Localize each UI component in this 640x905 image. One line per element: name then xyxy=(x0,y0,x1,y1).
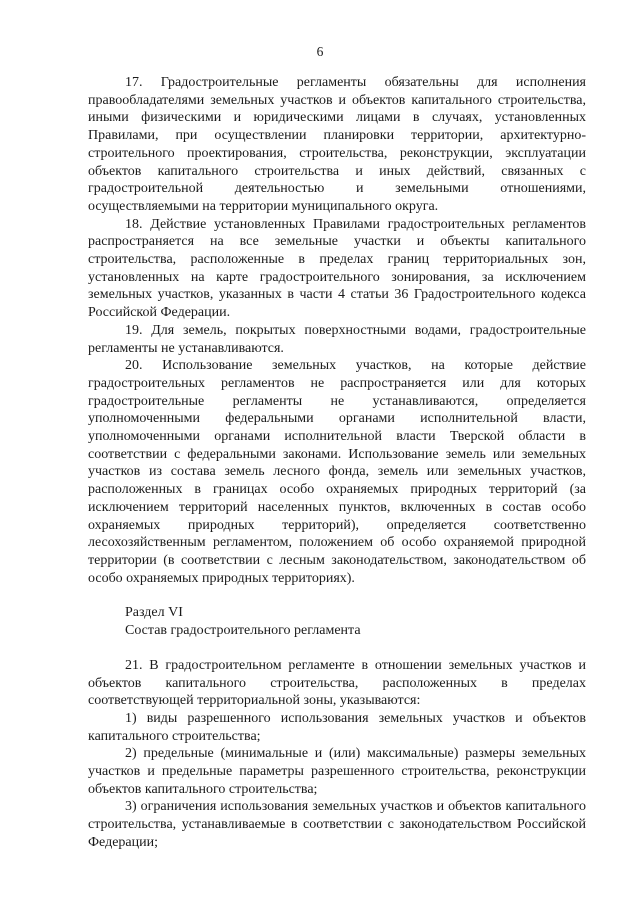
list-item-1: 1) виды разрешенного использования земельных участков и объектов капитального строительства; xyxy=(88,710,586,744)
paragraph-17: 17. Градостроительные регламенты обязательны для исполнения правообладателями земельных участков и объектов капитального строительства, иными физическими и юридическими лицами в случаях, установленных Правилами, при осуществлении планировки территории, архитектурно-строительного проектирования, строительства, реконструкции, эксплуатации объектов капитального строительства и иных действий, связанных с градостроительной деятельностью и земельными отношениями, осуществляемыми на территории муниципального округа. xyxy=(88,75,586,214)
paragraph-18: 18. Действие установленных Правилами градостроительных регламентов распространяется на все земельные участки и объекты капитального строительства, расположенные в пределах границ территориальных зон, установленных на карте градостроительного зонирования, за исключением земельных участков, указанных в части 4 статьи 36 Градостроительного кодекса Российской Федерации. xyxy=(88,216,586,321)
paragraph-20: 20. Использование земельных участков, на которые действие градостроительных регламентов не распространяется или для которых градостроительные регламенты не устанавливаются, определяется уполномоченными федеральными органами исполнительной власти, уполномоченными органами исполнительной власти Тверской области в соответствии с федеральными законами. Использование земель или земельных участков из состава земель лесного фонда, земель или земельных участков, расположенных в границах особо охраняемых природных территорий (за исключением территорий населенных пунктов, включенных в состав особо охраняемых природных территорий), определяется соответственно лесохозяйственным регламентом, положением об особо охраняемой природной территории (в соответствии с лесным законодательством, законодательством об особо охраняемых природных территориях). xyxy=(88,358,586,586)
list-item-2: 2) предельные (минимальные и (или) максимальные) размеры земельных участков и предельные параметры разрешенного строительства, реконструкции объектов капитального строительства; xyxy=(88,746,586,797)
page-number: 6 xyxy=(316,44,324,59)
section-title: Состав градостроительного регламента xyxy=(125,623,361,639)
section-number: Раздел VI xyxy=(125,605,183,621)
document-body xyxy=(88,74,586,852)
list-item-3: 3) ограничения использования земельных участков и объектов капитального строительства, устанавливаемые в соответствии с законодательством Российской Федерации; xyxy=(88,799,586,850)
paragraph-21: 21. В градостроительном регламенте в отношении земельных участков и объектов капитального строительства, расположенных в пределах соответствующей территориальной зоны, указываются: xyxy=(88,657,586,709)
paragraph-19: 19. Для земель, покрытых поверхностными водами, градостроительные регламенты не устанавливаются. xyxy=(88,322,586,356)
